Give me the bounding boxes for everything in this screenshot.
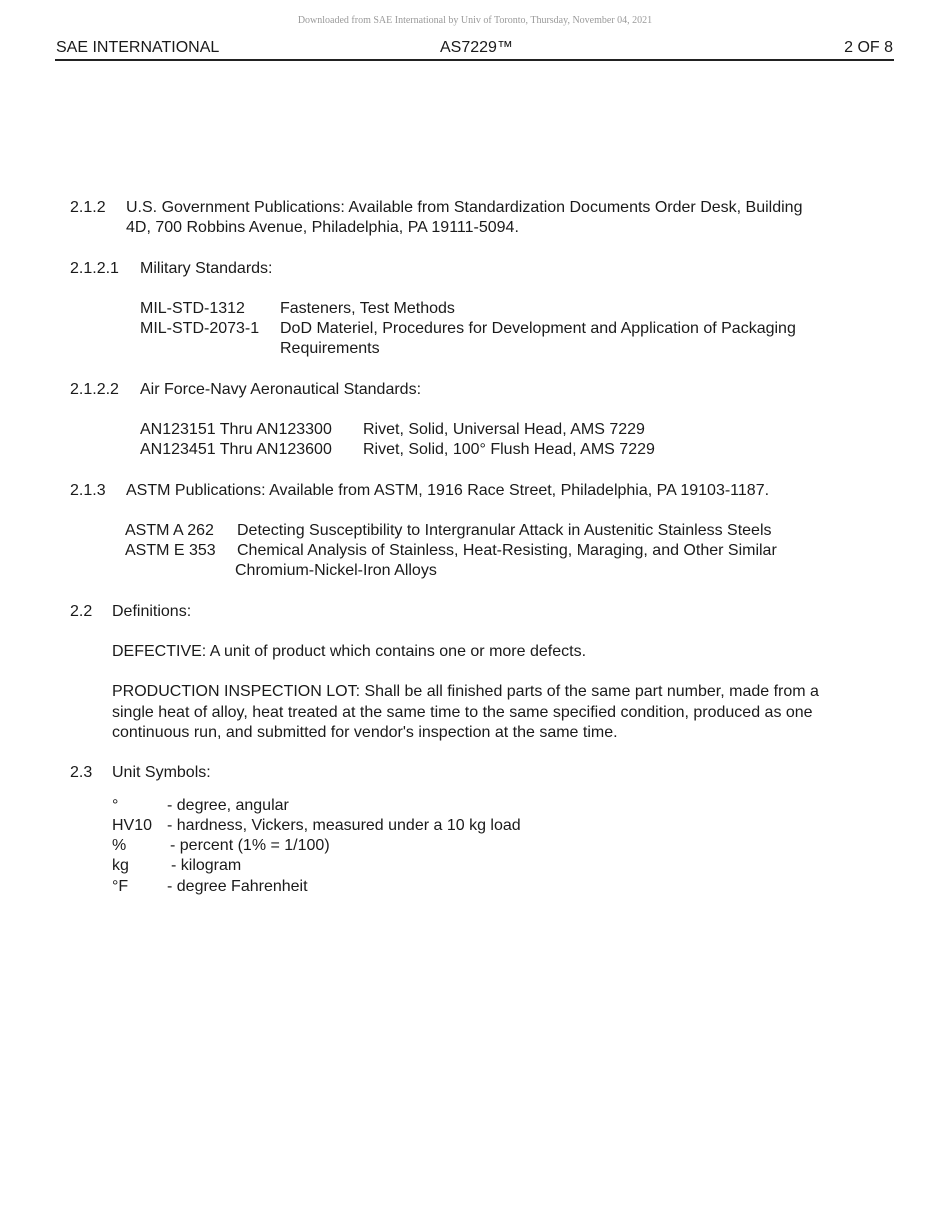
section-number-2-1-3: 2.1.3 bbox=[70, 482, 106, 499]
section-title-2-1-2-2: Air Force-Navy Aeronautical Standards: bbox=[140, 381, 422, 398]
reference-code: MIL-STD-2073-1 bbox=[140, 320, 260, 337]
download-watermark: Downloaded from SAE International by Univ of Toronto, Thursday, November 04, 2021 bbox=[297, 15, 653, 26]
reference-code: ASTM E 353 bbox=[125, 542, 216, 559]
definition-production-lot-line1: PRODUCTION INSPECTION LOT: Shall be all finished parts of the same part number, made from a bbox=[112, 683, 819, 700]
reference-code: ASTM A 262 bbox=[125, 522, 214, 539]
definition-production-lot-line3: continuous run, and submitted for vendor's inspection at the same time. bbox=[112, 724, 618, 741]
header-document-number: AS7229™ bbox=[440, 39, 513, 56]
section-number-2-2: 2.2 bbox=[70, 603, 93, 620]
unit-symbol: HV10 bbox=[112, 817, 153, 834]
reference-title: Rivet, Solid, Universal Head, AMS 7229 bbox=[363, 421, 645, 438]
reference-title: Fasteners, Test Methods bbox=[280, 300, 455, 317]
definition-defective: DEFECTIVE: A unit of product which contains one or more defects. bbox=[112, 643, 587, 660]
section-number-2-1-2-1: 2.1.2.1 bbox=[70, 260, 119, 277]
unit-description: - degree, angular bbox=[167, 797, 289, 814]
section-text-2-1-2-line1: U.S. Government Publications: Available from Standardization Documents Order Desk, Building bbox=[126, 199, 803, 216]
section-title-2-2: Definitions: bbox=[112, 603, 192, 620]
reference-title: Rivet, Solid, 100° Flush Head, AMS 7229 bbox=[363, 441, 655, 458]
header-page-number: 2 OF 8 bbox=[844, 39, 893, 56]
section-title-2-1-2-1: Military Standards: bbox=[140, 260, 273, 277]
unit-description: - hardness, Vickers, measured under a 10 kg load bbox=[167, 817, 521, 834]
reference-code: AN123151 Thru AN123300 bbox=[140, 421, 332, 438]
unit-description: - kilogram bbox=[171, 857, 242, 874]
header-organization: SAE INTERNATIONAL bbox=[56, 39, 220, 56]
reference-title: DoD Materiel, Procedures for Development and Application of Packaging bbox=[280, 320, 796, 337]
unit-symbol: ° bbox=[112, 797, 119, 814]
unit-symbol: °F bbox=[112, 878, 129, 895]
section-number-2-3: 2.3 bbox=[70, 764, 93, 781]
reference-title-continued: Chromium-Nickel-Iron Alloys bbox=[235, 562, 437, 579]
unit-description: - percent (1% = 1/100) bbox=[170, 837, 330, 854]
section-number-2-1-2-2: 2.1.2.2 bbox=[70, 381, 119, 398]
unit-symbol: % bbox=[112, 837, 127, 854]
reference-code: MIL-STD-1312 bbox=[140, 300, 245, 317]
reference-code: AN123451 Thru AN123600 bbox=[140, 441, 332, 458]
unit-description: - degree Fahrenheit bbox=[167, 878, 308, 895]
section-number-2-1-2: 2.1.2 bbox=[70, 199, 106, 216]
reference-title: Chemical Analysis of Stainless, Heat-Resisting, Maraging, and Other Similar bbox=[237, 542, 777, 559]
reference-title-continued: Requirements bbox=[280, 340, 380, 357]
header-rule bbox=[55, 59, 894, 61]
definition-production-lot-line2: single heat of alloy, heat treated at the same time to the same specified condition, produced as one bbox=[112, 704, 813, 721]
section-title-2-1-3: ASTM Publications: Available from ASTM, 1916 Race Street, Philadelphia, PA 19103-1187. bbox=[126, 482, 770, 499]
section-title-2-3: Unit Symbols: bbox=[112, 764, 211, 781]
unit-symbol: kg bbox=[112, 857, 129, 874]
section-text-2-1-2-line2: 4D, 700 Robbins Avenue, Philadelphia, PA 19111-5094. bbox=[126, 219, 519, 236]
reference-title: Detecting Susceptibility to Intergranular Attack in Austenitic Stainless Steels bbox=[237, 522, 772, 539]
